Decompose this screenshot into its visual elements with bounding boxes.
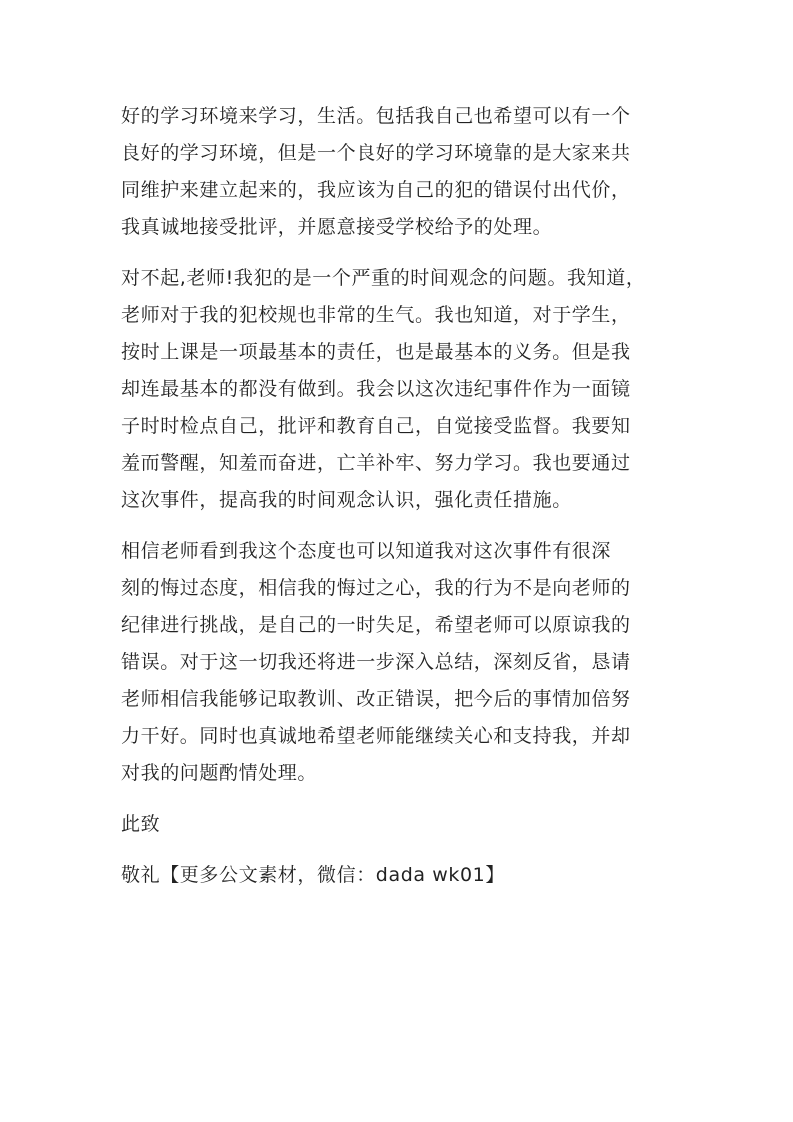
text-line: 老师相信我能够记取教训、改正错误，把今后的事情加倍努: [121, 688, 631, 710]
closing-regards: [121, 857, 679, 894]
text-line: 老师对于我的犯校规也非常的生气。我也知道，对于学生，: [121, 304, 631, 326]
document-body: [121, 98, 679, 908]
text-line: 好的学习环境来学习，生活。包括我自己也希望可以有一个: [121, 105, 631, 127]
text-line: 这次事件，提高我的时间观念认识，强化责任措施。: [121, 489, 572, 511]
text-line: 相信老师看到我这个态度也可以知道我对这次事件有很深: [121, 540, 612, 562]
paragraph-2: [121, 260, 679, 519]
paragraph-1: [121, 98, 679, 246]
text-line: 对我的问题酌情处理。: [121, 762, 318, 784]
text-line: 纪律进行挑战，是自己的一时失足，希望老师可以原谅我的: [121, 614, 631, 636]
text-line: 按时上课是一项最基本的责任，也是最基本的义务。但是我: [121, 341, 631, 363]
text-line: 对不起,老师!我犯的是一个严重的时间观念的问题。我知道，: [121, 267, 646, 289]
text-line: 却连最基本的都没有做到。我会以这次违纪事件作为一面镜: [121, 378, 631, 400]
text-line: 良好的学习环境，但是一个良好的学习环境靠的是大家来共: [121, 142, 631, 164]
text-line: 我真诚地接受批评，并愿意接受学校给予的处理。: [121, 216, 553, 238]
closing-salutation: [121, 806, 679, 843]
paragraph-3: [121, 533, 679, 792]
text-line: 力干好。同时也真诚地希望老师能继续关心和支持我，并却: [121, 725, 631, 747]
text-line: 刻的悔过态度，相信我的悔过之心，我的行为不是向老师的: [121, 577, 631, 599]
text-line: 同维护来建立起来的，我应该为自己的犯的错误付出代价，: [121, 179, 631, 201]
text-line: 子时时检点自己，批评和教育自己，自觉接受监督。我要知: [121, 415, 631, 437]
text-line: 错误。对于这一切我还将进一步深入总结，深刻反省，恳请: [121, 651, 631, 673]
text-line: 敬礼【更多公文素材，微信：dada wk01】: [121, 864, 505, 886]
text-line: 羞而警醒，知羞而奋进，亡羊补牢、努力学习。我也要通过: [121, 452, 631, 474]
text-line: 此致: [121, 813, 161, 835]
